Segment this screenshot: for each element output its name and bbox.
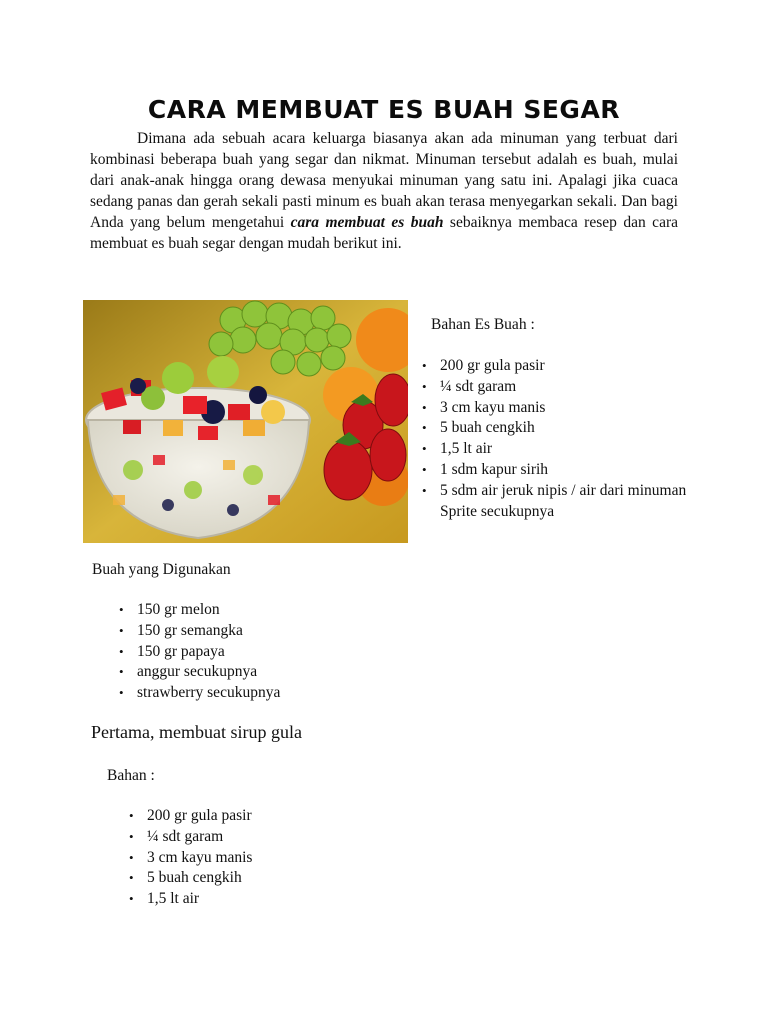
list-item: • ¼ sdt garam xyxy=(147,827,407,848)
list-item: • 5 sdm air jeruk nipis / air dari minuman Sprite secukupnya xyxy=(440,481,690,523)
list-item: • ¼ sdt garam xyxy=(440,377,690,398)
sirup-bahan-list xyxy=(147,806,407,910)
list-item: • 200 gr gula pasir xyxy=(147,806,407,827)
bahan-es-buah-list xyxy=(440,356,690,522)
buah-list xyxy=(137,600,397,704)
intro-paragraph xyxy=(90,128,678,254)
list-item: • 150 gr melon xyxy=(137,600,397,621)
list-item: • 5 buah cengkih xyxy=(147,868,407,889)
page-title: CARA MEMBUAT ES BUAH SEGAR xyxy=(147,94,621,124)
bahan-es-buah-heading: Bahan Es Buah : xyxy=(431,316,535,333)
list-item: • strawberry secukupnya xyxy=(137,683,397,704)
buah-heading: Buah yang Digunakan xyxy=(92,561,231,578)
list-item: • 1 sdm kapur sirih xyxy=(440,460,690,481)
list-item: • 200 gr gula pasir xyxy=(440,356,690,377)
list-item: • 3 cm kayu manis xyxy=(440,398,690,419)
intro-emphasis: cara membuat es buah xyxy=(290,214,444,231)
list-item: • 5 buah cengkih xyxy=(440,418,690,439)
list-item: • 150 gr papaya xyxy=(137,642,397,663)
intro-text-after: sebaiknya membaca resep dan cara membuat es buah segar dengan mudah berikut ini. xyxy=(90,214,678,252)
list-item: • 150 gr semangka xyxy=(137,621,397,642)
list-item: • 1,5 lt air xyxy=(440,439,690,460)
list-item: • 3 cm kayu manis xyxy=(147,848,407,869)
list-item: • 1,5 lt air xyxy=(147,889,407,910)
sirup-heading: Pertama, membuat sirup gula xyxy=(91,722,302,742)
intro-text-before: Dimana ada sebuah acara keluarga biasanya akan ada minuman yang terbuat dari kombinasi beberapa buah yang segar dan nikmat. Minuman tersebut adalah es buah, mulai dari anak-anak hingga orang dewasa menyukai minuman yang satu ini. Apalagi jika cuaca sedang panas dan gerah sekali pasti minum es buah akan terasa menyegarkan sekali. Dan bagi Anda yang belum mengetahui xyxy=(90,130,678,231)
list-item: • anggur secukupnya xyxy=(137,662,397,683)
sirup-bahan-heading: Bahan : xyxy=(107,767,155,784)
fruit-salad-photo xyxy=(83,300,408,543)
